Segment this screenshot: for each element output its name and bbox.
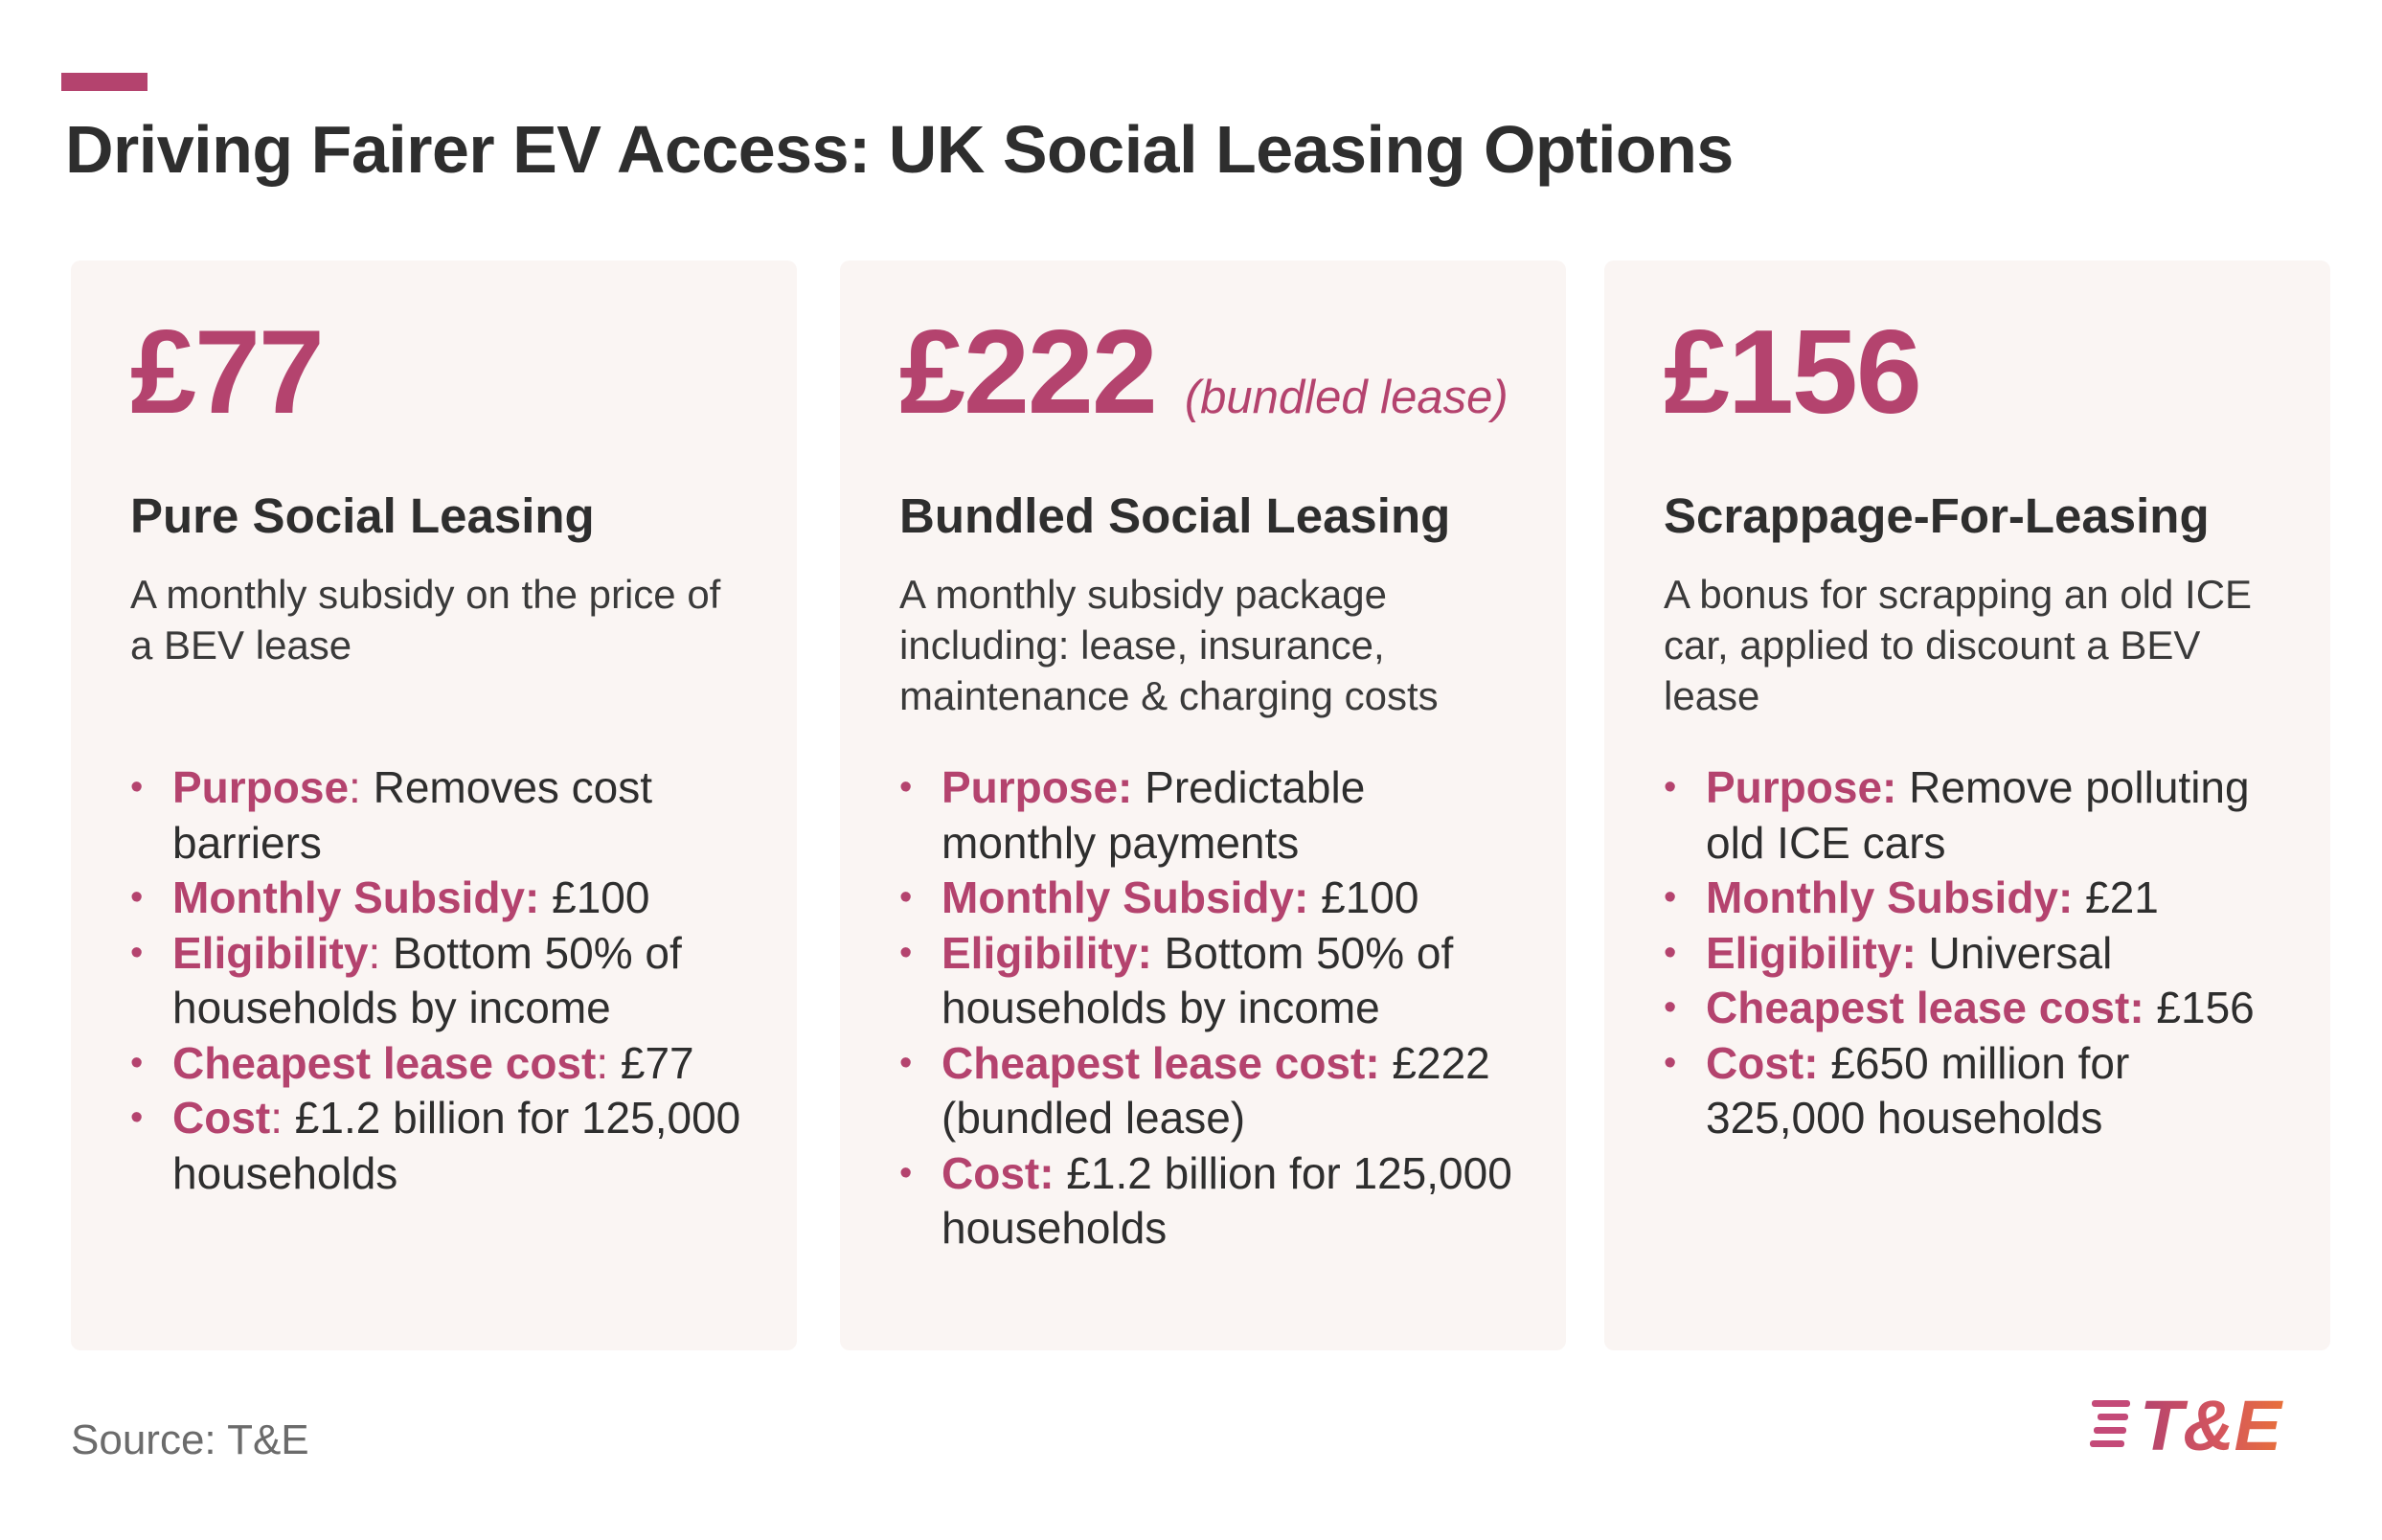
bullet-dot-icon: • [130, 932, 144, 973]
bullet-dot-icon: • [130, 1098, 144, 1138]
card-pure-social-leasing [71, 260, 797, 1350]
bullet-monthly-subsidy [130, 871, 753, 926]
bullet-dot-icon: • [899, 1042, 913, 1083]
card-price: £222 [899, 306, 1156, 439]
bullet-dot-icon: • [899, 767, 913, 807]
bullet-value: Predictable monthly payments [941, 762, 1366, 868]
card-description: A bonus for scrapping an old ICE car, applied to discount a BEV lease [1664, 572, 2253, 718]
card-title: Bundled Social Leasing [899, 488, 1451, 543]
bullet-value: £100 [539, 872, 650, 922]
bullet-label: Monthly Subsidy: [941, 872, 1309, 922]
bullet-label: Cost: [1706, 1037, 1819, 1088]
bullet-monthly-subsidy [1664, 871, 2286, 926]
bullet-separator: : [596, 1037, 609, 1088]
bullet-label: Cost: [941, 1147, 1055, 1198]
bullet-list [130, 760, 753, 1201]
bullet-label: Cheapest lease cost [172, 1037, 597, 1088]
bullet-list [899, 760, 1522, 1257]
price-row [1664, 306, 1949, 439]
bullet-eligibility [1664, 926, 2286, 982]
bullet-dot-icon: • [899, 877, 913, 917]
logo-stripes-icon [2090, 1400, 2130, 1447]
bullet-dot-icon: • [899, 1152, 913, 1193]
card-title: Scrappage-For-Leasing [1664, 488, 2210, 543]
bullet-list [1664, 760, 2286, 1146]
card-description: A monthly subsidy on the price of a BEV lease [130, 572, 721, 668]
bullet-label: Monthly Subsidy: [1706, 872, 2074, 922]
bullet-eligibility [130, 926, 753, 1036]
card-price: £156 [1664, 306, 1920, 439]
bullet-label: Purpose: [1706, 762, 1897, 812]
card-scrappage-for-leasing [1604, 260, 2330, 1350]
card-description: A monthly subsidy package including: lease, insurance, maintenance & charging costs [899, 572, 1439, 718]
bullet-separator: : [368, 927, 381, 978]
bullet-separator: : [270, 1093, 284, 1143]
bullet-value: £650 million for 325,000 households [1706, 1037, 2130, 1143]
bullet-label: Eligibility: [1706, 927, 1917, 978]
source-note: Source: T&E [71, 1416, 309, 1463]
bullet-cost [130, 1091, 753, 1201]
bullet-eligibility [899, 926, 1522, 1036]
bullet-dot-icon: • [1664, 987, 1677, 1028]
bullet-label: Cheapest lease cost: [941, 1037, 1380, 1088]
bullet-purpose [899, 760, 1522, 871]
bullet-cost [1664, 1036, 2286, 1146]
bullet-value: £1.2 billion for 125,000 households [941, 1147, 1512, 1253]
title-accent-bar [61, 73, 147, 91]
bullet-label: Purpose: [941, 762, 1133, 812]
bullet-value: Removes cost barriers [172, 762, 653, 868]
bullet-dot-icon: • [130, 767, 144, 807]
bullet-label: Eligibility [172, 927, 369, 978]
bullet-label: Cheapest lease cost: [1706, 983, 2144, 1032]
card-price-note: (bundled lease) [1184, 372, 1509, 423]
bullet-monthly-subsidy [899, 871, 1522, 926]
bullet-value: £222 (bundled lease) [941, 1037, 1490, 1143]
bullet-cheapest-lease-cost [899, 1036, 1522, 1146]
bullet-value: Bottom 50% of households by income [172, 927, 682, 1032]
bullet-value: Universal [1916, 927, 2113, 978]
bullet-dot-icon: • [130, 877, 144, 917]
t-and-e-logo [2090, 1387, 2325, 1461]
logo-wordmark: T&E [2140, 1387, 2281, 1461]
card-title: Pure Social Leasing [130, 488, 595, 543]
bullet-value: £100 [1308, 872, 1419, 922]
bullet-dot-icon: • [1664, 932, 1677, 973]
page-title: Driving Fairer EV Access: UK Social Leasing Options [65, 112, 1734, 187]
bullet-value: £77 [608, 1037, 694, 1088]
bullet-dot-icon: • [1664, 767, 1677, 807]
bullet-value: £21 [2073, 872, 2159, 922]
bullet-separator: : [349, 762, 361, 812]
bullet-purpose [130, 760, 753, 871]
card-price: £77 [130, 306, 323, 439]
bullet-value: Remove polluting old ICE cars [1706, 762, 2250, 868]
bullet-cheapest-lease-cost [130, 1036, 753, 1092]
price-row [899, 306, 1509, 439]
price-row [130, 306, 352, 439]
bullet-dot-icon: • [899, 932, 913, 973]
bullet-cheapest-lease-cost [1664, 981, 2286, 1036]
bullet-value: £1.2 billion for 125,000 households [172, 1093, 741, 1198]
bullet-dot-icon: • [1664, 877, 1677, 917]
bullet-dot-icon: • [130, 1042, 144, 1083]
bullet-value: Bottom 50% of households by income [941, 927, 1454, 1032]
bullet-label: Purpose [172, 762, 350, 812]
bullet-cost [899, 1146, 1522, 1257]
card-bundled-social-leasing [840, 260, 1566, 1350]
bullet-value: £156 [2144, 983, 2255, 1032]
bullet-dot-icon: • [1664, 1042, 1677, 1083]
bullet-label: Monthly Subsidy: [172, 872, 540, 922]
bullet-label: Eligibility: [941, 927, 1152, 978]
bullet-label: Cost [172, 1093, 271, 1143]
bullet-purpose [1664, 760, 2286, 871]
